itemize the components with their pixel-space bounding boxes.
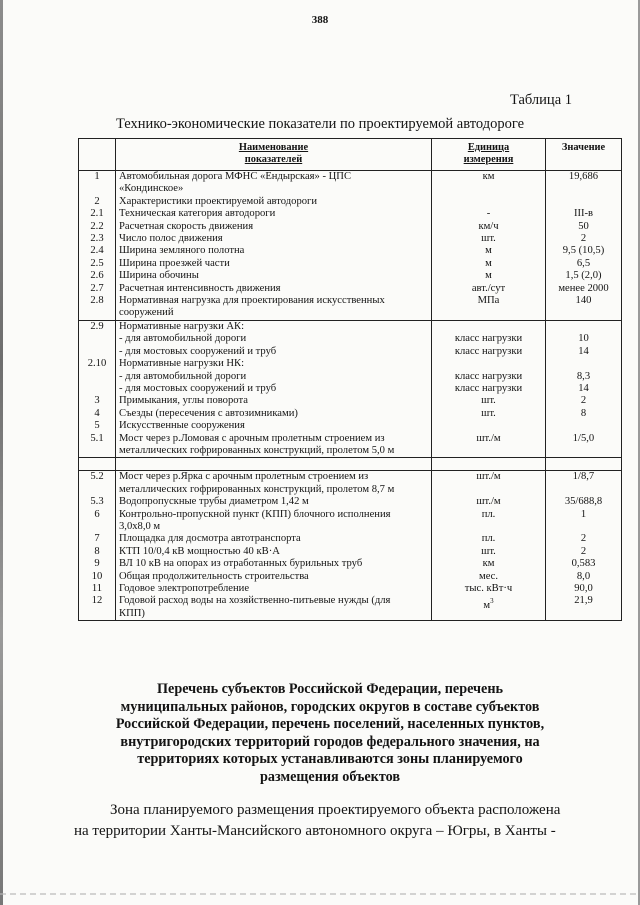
- row-number-cell: 2.5: [79, 258, 116, 270]
- row-name-line: металлических гофрированных конструкций, пролетом 8,7 м: [119, 483, 395, 495]
- table-row: [79, 320, 622, 333]
- row-name-line: Нормативная нагрузка для проектирования искусственных: [119, 295, 385, 307]
- header-unit-line-2: измерения: [463, 154, 514, 165]
- header-unit-cell: [432, 139, 546, 171]
- scan-bottom-artifact: [0, 893, 640, 895]
- table-row: [79, 270, 622, 282]
- row-unit-text: м: [485, 270, 492, 282]
- row-name-line: Мост через р.Ярка с арочным пролетным строением из: [119, 471, 369, 483]
- row-number-cell: 2.4: [79, 245, 116, 257]
- row-name-line: Число полос движения: [119, 233, 223, 245]
- row-value-cell: 14: [546, 383, 622, 395]
- row-unit-cell: [432, 358, 546, 370]
- row-value-cell: 1/8,7: [546, 471, 622, 496]
- row-value-cell: 140: [546, 295, 622, 320]
- spacer-cell: [546, 458, 622, 471]
- row-unit-superscript: 3: [490, 597, 494, 606]
- header-number-cell: [79, 139, 116, 171]
- row-unit-text: км/ч: [478, 220, 499, 232]
- row-name-cell: [116, 208, 432, 220]
- row-unit-text: мес.: [478, 570, 499, 582]
- row-number-cell: 2.8: [79, 295, 116, 320]
- row-value-cell: III-в: [546, 208, 622, 220]
- table-row: [79, 258, 622, 270]
- row-unit-text: шт.: [481, 395, 496, 407]
- table-row: [79, 571, 622, 583]
- table-row: [79, 245, 622, 257]
- row-name-line: Контрольно-пропускной пункт (КПП) блочного исполнения: [119, 508, 391, 520]
- row-unit-cell: [432, 295, 546, 320]
- page-number: 388: [311, 14, 329, 26]
- row-unit-cell: [432, 221, 546, 233]
- row-name-line: сооружений: [119, 307, 174, 319]
- row-name-cell: [116, 408, 432, 420]
- row-name-cell: [116, 433, 432, 458]
- header-unit-line-1: Единица: [467, 142, 510, 153]
- scan-edge-left: [0, 0, 3, 905]
- row-name-line: Расчетная скорость движения: [119, 220, 254, 232]
- row-value-cell: 19,686: [546, 171, 622, 196]
- row-name-cell: [116, 346, 432, 358]
- heading-line: территориях которых устанавливаются зоны планируемого: [137, 751, 523, 768]
- row-value-cell: [546, 420, 622, 432]
- row-name-cell: [116, 509, 432, 534]
- row-name-cell: [116, 533, 432, 545]
- row-unit-text: шт.: [481, 233, 496, 245]
- row-name-line: Техническая категория автодороги: [119, 208, 276, 220]
- row-unit-cell: [432, 283, 546, 295]
- table-row: [79, 509, 622, 534]
- row-name-cell: [116, 496, 432, 508]
- row-unit-text: м: [485, 245, 492, 257]
- row-number-cell: 10: [79, 571, 116, 583]
- row-name-cell: [116, 595, 432, 620]
- spacer-cell: [116, 458, 432, 471]
- row-name-cell: [116, 196, 432, 208]
- row-number-cell: [79, 333, 116, 345]
- table-row: [79, 221, 622, 233]
- row-name-cell: [116, 571, 432, 583]
- indicators-table: [78, 138, 611, 621]
- row-unit-cell: [432, 346, 546, 358]
- row-unit-text: пл.: [481, 533, 496, 545]
- row-number-cell: 5.1: [79, 433, 116, 458]
- heading-line: Перечень субъектов Российской Федерации, перечень: [156, 681, 504, 697]
- row-name-cell: [116, 283, 432, 295]
- row-name-cell: [116, 333, 432, 345]
- row-name-cell: [116, 420, 432, 432]
- heading-line: муниципальных районов, городских округов в составе субъектов: [120, 698, 540, 715]
- row-value-cell: [546, 358, 622, 370]
- row-unit-cell: [432, 595, 546, 620]
- row-name-line: Ширина земляного полотна: [119, 245, 245, 257]
- row-name-line: - для автомобильной дороги: [119, 333, 247, 345]
- row-name-cell: [116, 558, 432, 570]
- row-unit-cell: [432, 408, 546, 420]
- paragraph-line-2: на территории Ханты-Мансийского автономного округа – Югры, в Ханты -: [74, 823, 556, 839]
- table-row: [79, 171, 622, 196]
- row-name-line: Расчетная интенсивность движения: [119, 282, 281, 294]
- row-value-cell: 50: [546, 221, 622, 233]
- row-value-cell: 90,0: [546, 583, 622, 595]
- row-value-cell: 8,0: [546, 571, 622, 583]
- row-unit-text: класс нагрузки: [454, 382, 523, 394]
- row-name-cell: [116, 546, 432, 558]
- row-unit-text: авт./сут: [471, 282, 506, 294]
- row-value-cell: 2: [546, 233, 622, 245]
- table-row: [79, 533, 622, 545]
- table-row: [79, 346, 622, 358]
- row-value-cell: 2: [546, 533, 622, 545]
- row-name-line: Характеристики проектируемой автодороги: [119, 195, 318, 207]
- row-name-cell: [116, 171, 432, 196]
- row-name-cell: [116, 358, 432, 370]
- table-row: [79, 233, 622, 245]
- header-name-line-2: показателей: [244, 154, 303, 165]
- row-value-cell: 10: [546, 333, 622, 345]
- header-name-cell: [116, 139, 432, 171]
- row-unit-cell: [432, 371, 546, 383]
- row-number-cell: 2.10: [79, 358, 116, 370]
- heading-line: внутригородских территорий городов федерального значения, на: [120, 733, 540, 750]
- row-unit-cell: [432, 546, 546, 558]
- row-name-cell: [116, 320, 432, 333]
- heading-line: размещения объектов: [259, 768, 401, 785]
- table-title: Технико-экономические показатели по проектируемой автодороге: [115, 116, 525, 132]
- spacer-cell: [432, 458, 546, 471]
- row-name-cell: [116, 221, 432, 233]
- row-value-cell: 2: [546, 395, 622, 407]
- row-unit-text: класс нагрузки: [454, 370, 523, 382]
- row-number-cell: [79, 346, 116, 358]
- row-value-cell: 2: [546, 546, 622, 558]
- row-value-cell: [546, 320, 622, 333]
- row-number-cell: 2.3: [79, 233, 116, 245]
- row-unit-cell: [432, 471, 546, 496]
- row-unit-text: шт./м: [476, 471, 501, 483]
- row-unit-text: км: [482, 558, 495, 570]
- row-unit-cell: [432, 233, 546, 245]
- row-number-cell: 2.6: [79, 270, 116, 282]
- row-value-cell: 9,5 (10,5): [546, 245, 622, 257]
- row-number-cell: 2: [79, 196, 116, 208]
- row-name-line: Примыкания, углы поворота: [119, 395, 248, 407]
- row-value-cell: 1/5,0: [546, 433, 622, 458]
- row-unit-cell: [432, 171, 546, 196]
- table-row: [79, 496, 622, 508]
- row-name-line: КПП): [119, 607, 145, 619]
- row-name-line: Годовой расход воды на хозяйственно-питьевые нужды (для: [119, 595, 391, 607]
- row-unit-cell: [432, 395, 546, 407]
- row-value-cell: 0,583: [546, 558, 622, 570]
- row-unit-cell: [432, 433, 546, 458]
- row-name-line: Автомобильная дорога МФНС «Ендырская» - ЦПС: [119, 171, 352, 182]
- table-row: [79, 395, 622, 407]
- row-unit-text: м: [485, 257, 492, 269]
- row-value-cell: 14: [546, 346, 622, 358]
- row-unit-text: тыс. кВт·ч: [464, 583, 513, 594]
- body-paragraph: [74, 800, 574, 842]
- row-name-line: Общая продолжительность строительства: [119, 570, 309, 582]
- row-number-cell: 9: [79, 558, 116, 570]
- row-unit-cell: [432, 333, 546, 345]
- row-unit-cell: [432, 245, 546, 257]
- row-name-line: Ширина проезжей части: [119, 257, 230, 269]
- table-row: [79, 295, 622, 320]
- row-value-cell: 35/688,8: [546, 496, 622, 508]
- table-row: [79, 471, 622, 496]
- row-unit-cell: [432, 558, 546, 570]
- row-unit-text: класс нагрузки: [454, 345, 523, 357]
- row-name-cell: [116, 471, 432, 496]
- row-unit-cell: [432, 258, 546, 270]
- table-row: [79, 383, 622, 395]
- row-unit-text: м: [483, 600, 491, 612]
- row-value-cell: 6,5: [546, 258, 622, 270]
- row-unit-cell: [432, 420, 546, 432]
- row-unit-cell: [432, 196, 546, 208]
- spacer-cell: [79, 458, 116, 471]
- row-number-cell: 2.1: [79, 208, 116, 220]
- row-number-cell: 8: [79, 546, 116, 558]
- row-unit-cell: [432, 496, 546, 508]
- row-number-cell: 2.2: [79, 221, 116, 233]
- table-row: [79, 546, 622, 558]
- row-value-cell: 8: [546, 408, 622, 420]
- row-name-cell: [116, 383, 432, 395]
- row-name-line: - для автомобильной дороги: [119, 370, 247, 382]
- row-number-cell: 4: [79, 408, 116, 420]
- row-number-cell: 11: [79, 583, 116, 595]
- row-unit-text: класс нагрузки: [454, 333, 523, 345]
- row-name-line: Съезды (пересечения с автозимниками): [119, 407, 298, 419]
- row-unit-text: шт.: [481, 407, 496, 419]
- row-unit-text: МПа: [477, 295, 500, 307]
- row-name-cell: [116, 258, 432, 270]
- row-value-cell: 1: [546, 509, 622, 534]
- row-name-cell: [116, 233, 432, 245]
- section-heading: [90, 681, 570, 787]
- row-name-line: ВЛ 10 кВ на опорах из отработанных бурильных труб: [119, 558, 363, 570]
- row-number-cell: 7: [79, 533, 116, 545]
- row-value-cell: менее 2000: [546, 283, 622, 295]
- row-name-line: Искусственные сооружения: [119, 420, 245, 432]
- table-caption: Таблица 1: [509, 92, 572, 108]
- row-number-cell: 1: [79, 171, 116, 196]
- row-unit-cell: [432, 583, 546, 595]
- row-name-line: - для мостовых сооружений и труб: [119, 345, 277, 357]
- row-number-cell: 12: [79, 595, 116, 620]
- row-name-line: Нормативные нагрузки АК:: [119, 320, 245, 332]
- table-spacer-row: [79, 458, 622, 471]
- table-row: [79, 420, 622, 432]
- row-name-line: металлических гофрированных конструкций, пролетом 5,0 м: [119, 444, 395, 456]
- row-number-cell: 2.7: [79, 283, 116, 295]
- table-header-row: [79, 139, 622, 171]
- row-number-cell: [79, 383, 116, 395]
- table-row: [79, 283, 622, 295]
- row-name-line: Водопропускные трубы диаметром 1,42 м: [119, 496, 309, 508]
- row-unit-cell: [432, 320, 546, 333]
- row-name-line: Нормативные нагрузки НК:: [119, 358, 245, 370]
- row-unit-cell: [432, 571, 546, 583]
- row-number-cell: 3: [79, 395, 116, 407]
- row-name-cell: [116, 245, 432, 257]
- table-row: [79, 208, 622, 220]
- row-number-cell: 5: [79, 420, 116, 432]
- table-row: [79, 433, 622, 458]
- table-row: [79, 358, 622, 370]
- row-value-cell: 8,3: [546, 371, 622, 383]
- table-row: [79, 408, 622, 420]
- row-unit-cell: [432, 383, 546, 395]
- row-name-line: Годовое электропотребление: [119, 583, 250, 594]
- table-row: [79, 371, 622, 383]
- table-row: [79, 196, 622, 208]
- row-value-cell: [546, 196, 622, 208]
- row-unit-text: -: [486, 208, 491, 220]
- heading-line: Российской Федерации, перечень поселений, населенных пунктов,: [115, 716, 545, 733]
- row-name-cell: [116, 270, 432, 282]
- row-name-line: Ширина обочины: [119, 270, 199, 282]
- row-unit-text: шт./м: [476, 496, 501, 508]
- row-name-cell: [116, 295, 432, 320]
- row-name-line: КТП 10/0,4 кВ мощностью 40 кВ·А: [119, 545, 280, 557]
- row-name-line: - для мостовых сооружений и труб: [119, 382, 277, 394]
- row-number-cell: 2.9: [79, 320, 116, 333]
- table-row: [79, 333, 622, 345]
- row-number-cell: 5.3: [79, 496, 116, 508]
- paragraph-text: Зона планируемого размещения проектируемого объекта расположена: [110, 802, 561, 818]
- row-unit-cell: [432, 208, 546, 220]
- row-unit-cell: [432, 533, 546, 545]
- table-row: [79, 558, 622, 570]
- header-value-cell: Значение: [546, 139, 622, 171]
- table-row: [79, 595, 622, 620]
- row-name-line: Мост через р.Ломовая с арочным пролетным строением из: [119, 432, 385, 444]
- row-unit-text: пл.: [481, 508, 496, 520]
- row-number-cell: [79, 371, 116, 383]
- table-body: [79, 171, 622, 621]
- header-name-line-1: Наименование: [238, 142, 309, 153]
- row-name-line: 3,0х8,0 м: [119, 520, 161, 532]
- row-value-cell: 21,9: [546, 595, 622, 620]
- row-name-cell: [116, 395, 432, 407]
- row-name-line: Площадка для досмотра автотранспорта: [119, 533, 301, 545]
- row-name-line: «Кондинское»: [119, 183, 184, 195]
- row-name-cell: [116, 371, 432, 383]
- table-row: [79, 583, 622, 595]
- row-unit-cell: [432, 509, 546, 534]
- row-value-cell: 1,5 (2,0): [546, 270, 622, 282]
- row-name-cell: [116, 583, 432, 595]
- row-unit-text: шт.: [481, 545, 496, 557]
- row-unit-text: шт./м: [476, 432, 501, 444]
- row-unit-text: км: [482, 171, 495, 182]
- row-number-cell: 6: [79, 509, 116, 534]
- row-number-cell: 5.2: [79, 471, 116, 496]
- paragraph-line-1: [74, 800, 574, 821]
- row-unit-cell: [432, 270, 546, 282]
